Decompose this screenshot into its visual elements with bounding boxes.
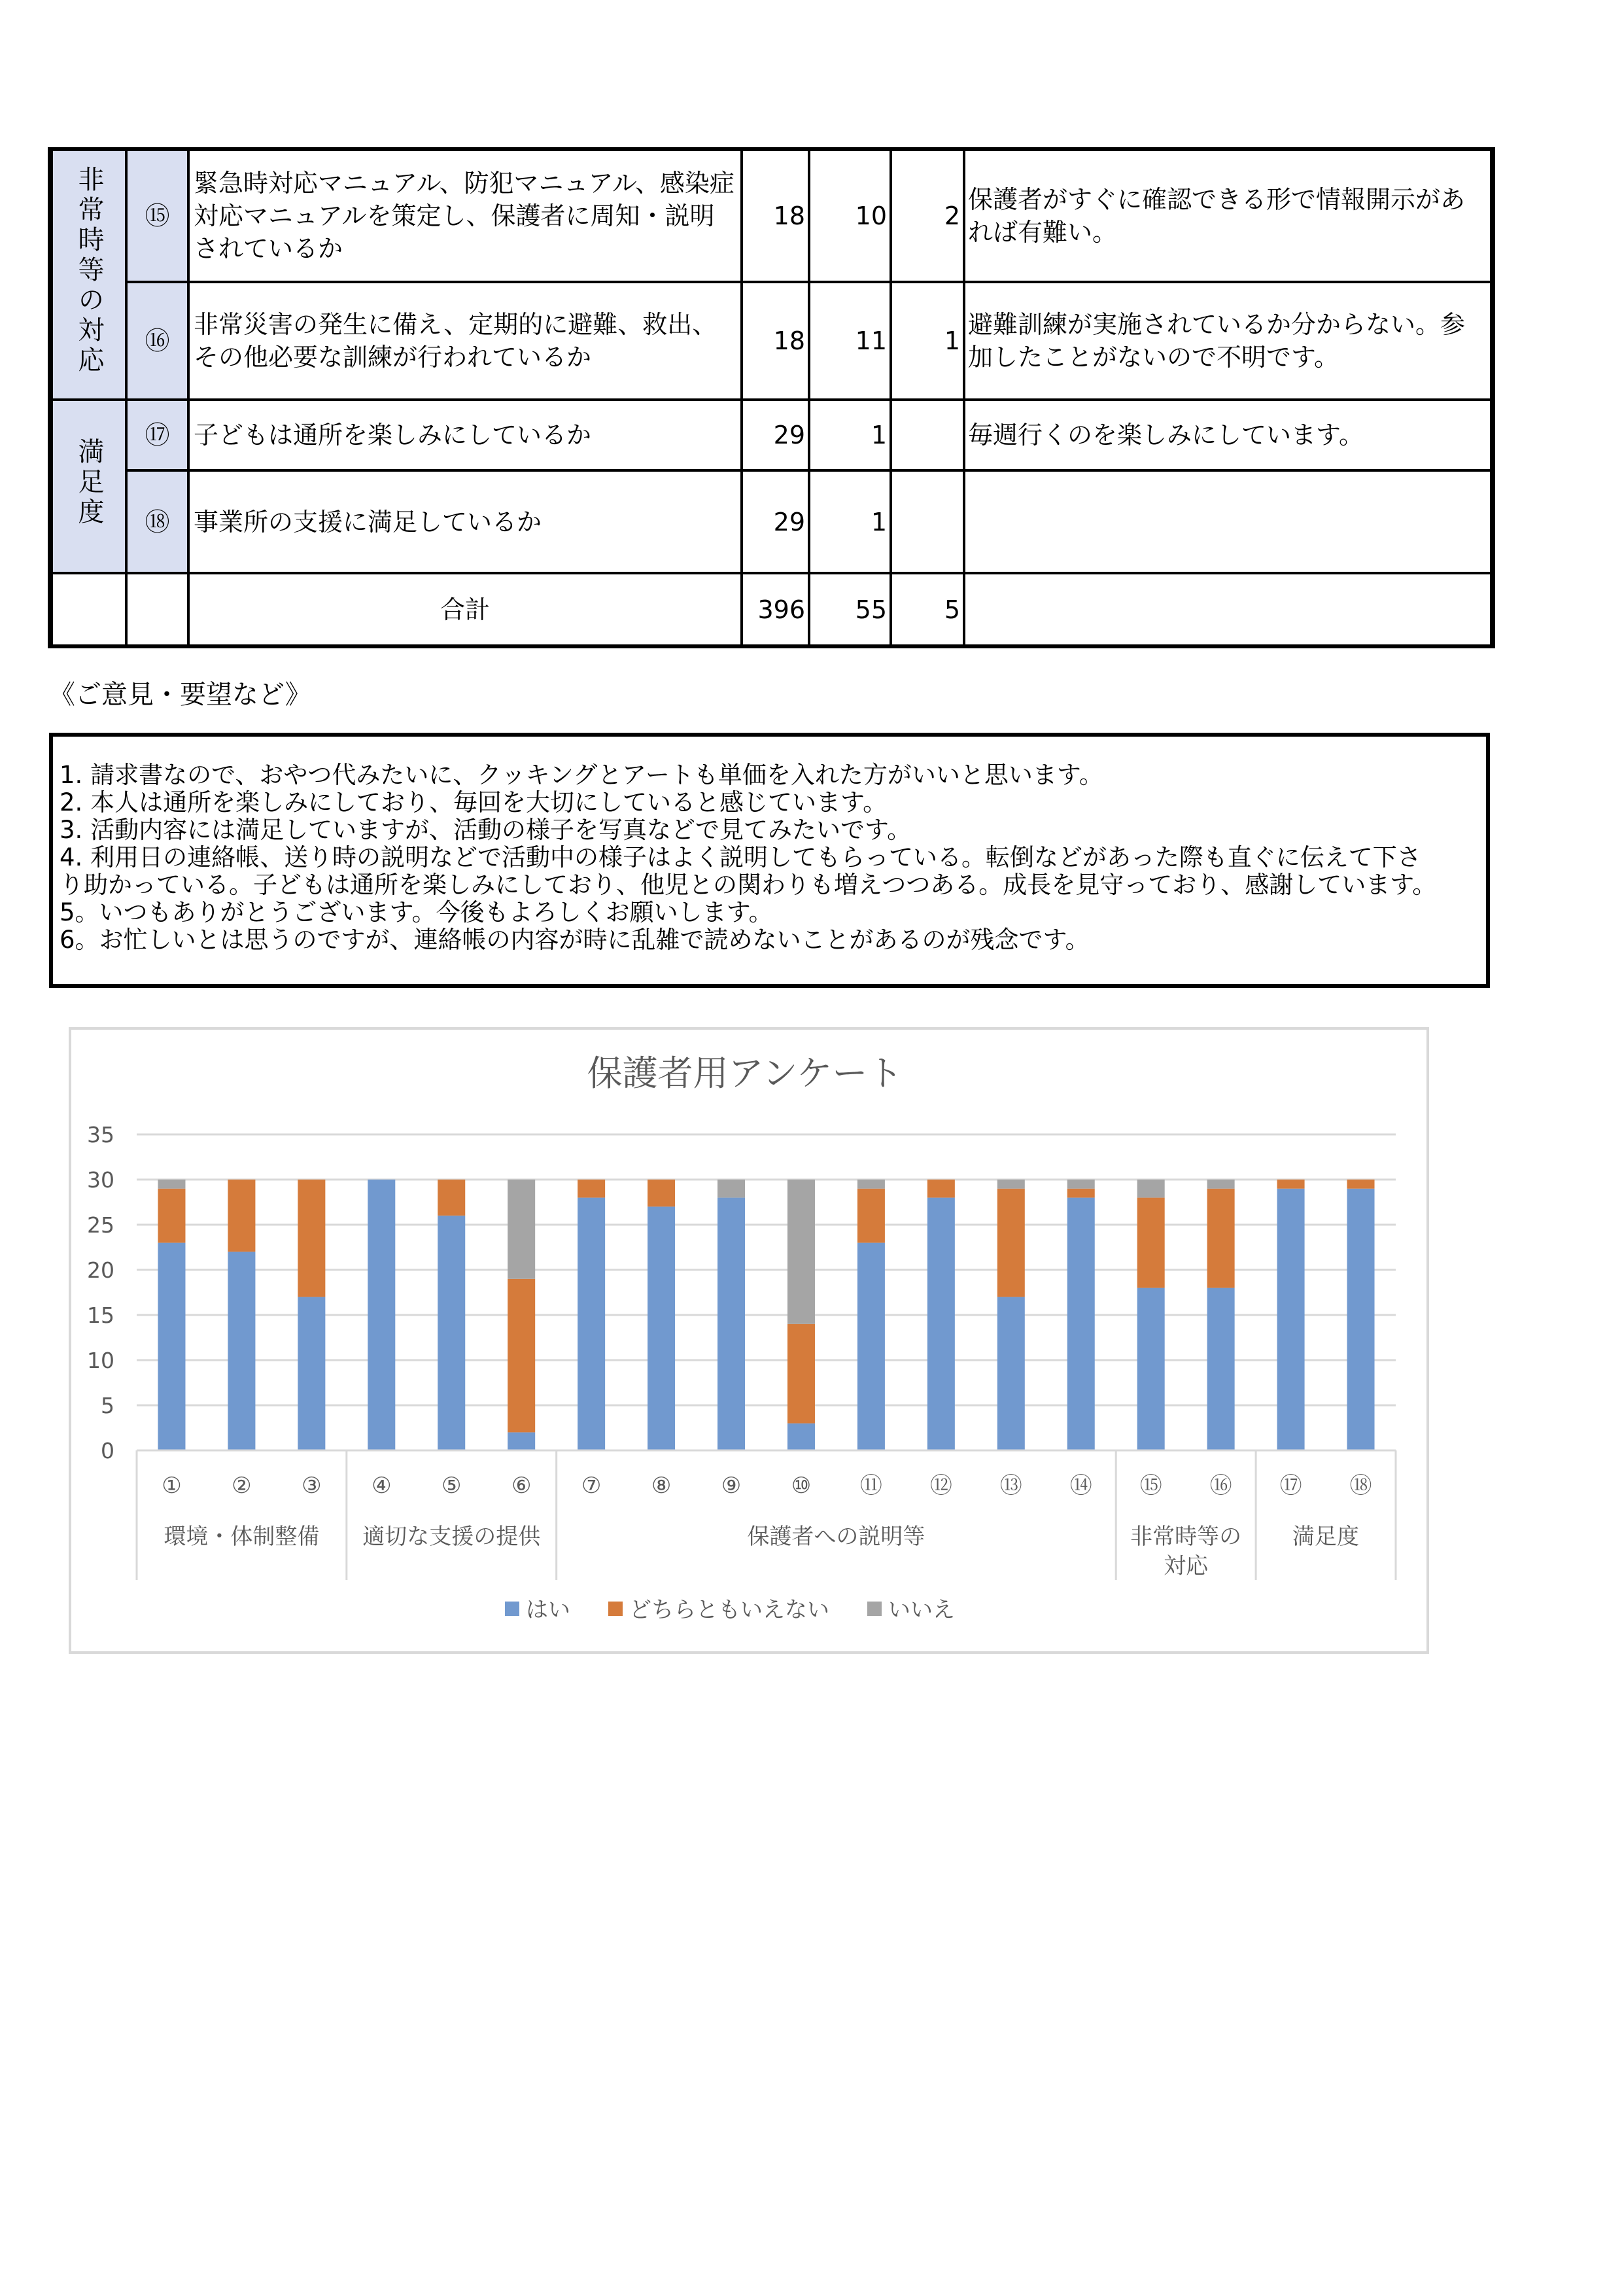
comment-line: 5。いつもありがとうございます。今後もよろしくお願いします。: [60, 898, 773, 926]
bar-segment: [997, 1297, 1025, 1450]
item-number: ⑰: [126, 400, 188, 470]
bar-segment: [228, 1252, 255, 1450]
y-tick-label: 35: [87, 1122, 114, 1148]
neutral-count: 1: [809, 400, 891, 470]
bar-segment: [1277, 1189, 1305, 1450]
x-tick-label: ⑪: [859, 1473, 882, 1499]
total-no: 5: [891, 573, 964, 646]
bar-segment: [787, 1424, 815, 1450]
comment-text: 保護者がすぐに確認できる形で情報開示があれば有難い。: [964, 149, 1493, 282]
group-label: 環境・体制整備: [164, 1524, 320, 1550]
yes-count: 29: [742, 400, 809, 470]
bar-segment: [1067, 1180, 1095, 1189]
legend-item: [867, 1597, 955, 1623]
total-yes: 396: [742, 573, 809, 646]
bar-segment: [1207, 1189, 1235, 1288]
table-row: [50, 400, 1493, 470]
bar-segment: [578, 1180, 605, 1198]
yes-count: 18: [742, 282, 809, 400]
bar-segment: [1067, 1189, 1095, 1198]
bar-segment: [927, 1180, 955, 1198]
y-tick-label: 25: [87, 1212, 114, 1238]
y-tick-label: 30: [87, 1167, 114, 1193]
group-label: 満足度: [1292, 1524, 1360, 1550]
x-tick-label: ⑯: [1209, 1473, 1232, 1499]
bar-segment: [438, 1180, 465, 1216]
group-label: 保護者への説明等: [747, 1524, 925, 1550]
bar-segment: [1347, 1180, 1375, 1189]
bar-segment: [717, 1180, 745, 1198]
legend-item: [505, 1597, 570, 1623]
question-text: 緊急時対応マニュアル、防犯マニュアル、感染症対応マニュアルを策定し、保護者に周知・説明されているか: [188, 149, 742, 282]
comment-line: 4. 利用日の連絡帳、送り時の説明などで活動中の様子はよく説明してもらっている。転倒などがあった際も直ぐに伝えて下さ: [60, 843, 1421, 871]
table-row: [50, 149, 1493, 282]
y-tick-label: 15: [87, 1303, 114, 1328]
no-count: 2: [891, 149, 964, 282]
group-label: 適切な支援の提供: [362, 1524, 541, 1550]
table-row: [50, 470, 1493, 573]
legend: [505, 1597, 955, 1623]
bar-segment: [997, 1180, 1025, 1189]
comment-line: 1. 請求書なので、おやつ代みたいに、クッキングとアートも単価を入れた方がいいと思います。: [60, 761, 1103, 789]
chart-container: [69, 1027, 1429, 1654]
comment-text: 毎週行くのを楽しみにしています。: [964, 400, 1493, 470]
bar-segment: [1207, 1180, 1235, 1189]
bar-segment: [298, 1297, 325, 1450]
category-label: 満足度: [74, 437, 104, 528]
bar-segment: [158, 1243, 185, 1450]
category-cell: [50, 400, 126, 573]
x-tick-label: ⑱: [1349, 1473, 1372, 1499]
bar-segment: [787, 1180, 815, 1324]
bar-segment: [997, 1189, 1025, 1297]
question-text: 事業所の支援に満足しているか: [188, 470, 742, 573]
bar-segment: [1347, 1189, 1375, 1450]
legend-swatch: [608, 1602, 623, 1616]
question-text: 子どもは通所を楽しみにしているか: [188, 400, 742, 470]
item-number: ⑮: [126, 149, 188, 282]
bar-segment: [1137, 1198, 1165, 1288]
bar-segment: [578, 1198, 605, 1450]
category-label: 非常時等の対応: [74, 166, 104, 376]
bar-segment: [298, 1180, 325, 1297]
yes-count: 29: [742, 470, 809, 573]
stacked-bar-chart: [71, 1030, 1426, 1651]
comments-box: [49, 733, 1490, 988]
x-tick-label: ⑨: [721, 1473, 742, 1499]
bar-segment: [508, 1432, 535, 1450]
x-tick-label: ②: [232, 1473, 252, 1499]
table-row: [50, 282, 1493, 400]
comment-text: [964, 470, 1493, 573]
bar-segment: [787, 1324, 815, 1424]
item-number: ⑱: [126, 470, 188, 573]
bar-segment: [1137, 1180, 1165, 1198]
y-axis-ticks: [87, 1122, 114, 1463]
comment-line: 3. 活動内容には満足していますが、活動の様子を写真などで見てみたいです。: [60, 816, 912, 844]
bar-segment: [508, 1279, 535, 1433]
legend-label: いいえ: [888, 1597, 955, 1623]
x-tick-label: ⑭: [1069, 1473, 1092, 1499]
bar-segment: [158, 1180, 185, 1189]
legend-label: どちらともいえない: [629, 1597, 829, 1623]
comment-line: 6。お忙しいとは思うのですが、連絡帳の内容が時に乱雑で読めないことがあるのが残念です。: [60, 926, 1090, 954]
bar-segment: [1137, 1288, 1165, 1450]
legend-swatch: [505, 1602, 519, 1616]
comment-line: り助かっている。子どもは通所を楽しみにしており、他児との関わりも増えつつある。成長を見守っており、感謝しています。: [60, 871, 1437, 899]
bar-segment: [1207, 1288, 1235, 1450]
y-tick-label: 10: [87, 1348, 114, 1373]
comment-text: 避難訓練が実施されているか分からない。参加したことがないので不明です。: [964, 282, 1493, 400]
bar-segment: [648, 1180, 675, 1206]
group-label: 非常時等の対応: [1130, 1524, 1242, 1579]
bar-segment: [857, 1189, 885, 1243]
legend-label: はい: [526, 1597, 570, 1623]
y-tick-label: 20: [87, 1257, 114, 1283]
x-tick-label: ⑦: [581, 1473, 602, 1499]
comments-heading: 《ご意見・要望など》: [49, 680, 311, 710]
y-tick-label: 5: [101, 1393, 114, 1418]
empty-cell: [50, 573, 126, 646]
neutral-count: 1: [809, 470, 891, 573]
bar-segment: [368, 1180, 395, 1450]
bar-segment: [1277, 1180, 1305, 1189]
legend-item: [608, 1597, 829, 1623]
x-tick-label: ⑥: [511, 1473, 532, 1499]
item-number: ⑯: [126, 282, 188, 400]
neutral-count: 10: [809, 149, 891, 282]
bar-segment: [158, 1189, 185, 1243]
comments-list: [53, 737, 1486, 954]
bar-segment: [927, 1198, 955, 1450]
neutral-count: 11: [809, 282, 891, 400]
total-neutral: 55: [809, 573, 891, 646]
bar-segment: [228, 1180, 255, 1252]
comment-line: 2. 本人は通所を楽しみにしており、毎回を大切にしていると感じています。: [60, 788, 888, 816]
bar-segment: [857, 1180, 885, 1189]
legend-swatch: [867, 1602, 882, 1616]
total-label: 合計: [188, 573, 742, 646]
x-tick-label: ⑫: [929, 1473, 952, 1499]
gridlines: [137, 1134, 1396, 1405]
yes-count: 18: [742, 149, 809, 282]
survey-table: [48, 147, 1495, 648]
x-tick-label: ⑮: [1139, 1473, 1162, 1499]
bar-segment: [1067, 1198, 1095, 1450]
x-tick-label: ⑰: [1279, 1473, 1302, 1499]
bar-segment: [857, 1243, 885, 1450]
bar-segment: [508, 1180, 535, 1279]
bar-segment: [648, 1206, 675, 1450]
category-cell: [50, 149, 126, 400]
y-tick-label: 0: [101, 1438, 114, 1463]
x-tick-label: ⑧: [651, 1473, 672, 1499]
no-count: [891, 400, 964, 470]
x-axis: [137, 1450, 1396, 1580]
x-tick-label: ④: [371, 1473, 392, 1499]
chart-title: 保護者用アンケート: [587, 1053, 903, 1094]
no-count: [891, 470, 964, 573]
total-row: [50, 573, 1493, 646]
bar-segment: [717, 1198, 745, 1450]
x-tick-label: ⑤: [441, 1473, 462, 1499]
question-text: 非常災害の発生に備え、定期的に避難、救出、その他必要な訓練が行われているか: [188, 282, 742, 400]
bar-segment: [438, 1216, 465, 1450]
empty-cell: [126, 573, 188, 646]
x-tick-label: ⑬: [999, 1473, 1022, 1499]
x-tick-label: ③: [302, 1473, 322, 1499]
x-tick-label: ⑩: [791, 1473, 812, 1499]
empty-cell: [964, 573, 1493, 646]
no-count: 1: [891, 282, 964, 400]
x-tick-label: ①: [162, 1473, 182, 1499]
